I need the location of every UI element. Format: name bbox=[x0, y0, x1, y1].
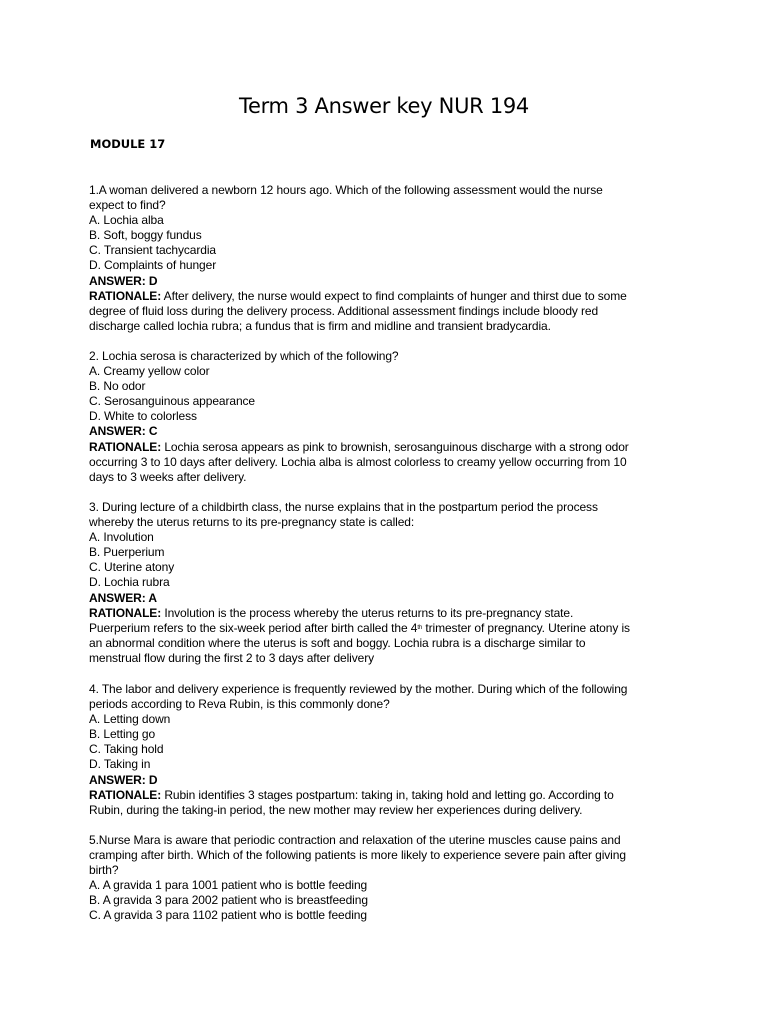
answer-option: C. Taking hold bbox=[89, 742, 164, 757]
answer-key: ANSWER: A bbox=[89, 590, 157, 605]
module-heading: MODULE 17 bbox=[90, 137, 166, 151]
question-stem-line: 5.Nurse Mara is aware that periodic contraction and relaxation of the uterine muscles cause pains and bbox=[89, 833, 621, 847]
question-stem-line: birth? bbox=[89, 863, 119, 878]
rationale-text: After delivery, the nurse would expect to find complaints of hunger and thirst due to some bbox=[161, 288, 627, 303]
answer-option: C. A gravida 3 para 1102 patient who is bottle feeding bbox=[89, 908, 367, 923]
rationale-text: Lochia serosa appears as pink to brownish, serosanguinous discharge with a strong odor bbox=[161, 439, 629, 454]
answer-option: A. Involution bbox=[89, 530, 154, 545]
rationale-line: degree of fluid loss during the delivery process. Additional assessment findings include bloody red bbox=[89, 303, 599, 318]
question-stem-line: whereby the uterus returns to its pre-pregnancy state is called: bbox=[89, 515, 415, 530]
answer-option: B. Puerperium bbox=[89, 545, 165, 560]
rationale-line bbox=[89, 788, 679, 803]
answer-key: ANSWER: D bbox=[89, 772, 158, 787]
rationale-line: an abnormal condition where the uterus is soft and boggy. Lochia rubra is a discharge similar to bbox=[89, 635, 586, 650]
answer-option: C. Serosanguinous appearance bbox=[89, 394, 255, 409]
rationale-line: Rubin, during the taking-in period, the new mother may review her experiences during delivery. bbox=[89, 802, 583, 817]
rationale-line bbox=[89, 440, 679, 455]
rationale-line: menstrual flow during the first 2 to 3 days after delivery bbox=[89, 650, 375, 665]
question-stem-line: 4. The labor and delivery experience is frequently reviewed by the mother. During which of the following bbox=[89, 682, 628, 696]
rationale-line bbox=[89, 621, 679, 636]
question-2 bbox=[89, 349, 679, 485]
rationale-text: Rubin identifies 3 stages postpartum: taking in, taking hold and letting go. According to bbox=[161, 787, 614, 802]
answer-option: A. A gravida 1 para 1001 patient who is bottle feeding bbox=[89, 878, 368, 893]
rationale-text: Puerperium refers to the six-week period after birth called the 4 bbox=[89, 620, 418, 635]
rationale-label: RATIONALE: bbox=[89, 288, 162, 303]
question-3 bbox=[89, 500, 679, 666]
answer-option: A. Lochia alba bbox=[89, 213, 164, 228]
rationale-text: trimester of pregnancy. Uterine atony is bbox=[422, 620, 630, 635]
answer-option: C. Uterine atony bbox=[89, 560, 175, 575]
answer-key: ANSWER: D bbox=[89, 273, 158, 288]
rationale-line bbox=[89, 606, 679, 621]
rationale-line bbox=[89, 289, 679, 304]
answer-option: A. Creamy yellow color bbox=[89, 364, 210, 379]
rationale-text: Involution is the process whereby the uterus returns to its pre-pregnancy state. bbox=[161, 605, 574, 620]
answer-option: B. Letting go bbox=[89, 727, 156, 742]
question-stem-line: 2. Lochia serosa is characterized by which of the following? bbox=[89, 349, 399, 363]
answer-option: A. Letting down bbox=[89, 712, 171, 727]
question-stem-line: 1.A woman delivered a newborn 12 hours ago. Which of the following assessment would the nurse bbox=[89, 183, 603, 197]
question-stem-line: 3. During lecture of a childbirth class, the nurse explains that in the postpartum period the process bbox=[89, 500, 598, 514]
answer-option: D. Taking in bbox=[89, 757, 151, 772]
question-4 bbox=[89, 682, 679, 818]
question-5 bbox=[89, 833, 679, 924]
answer-key: ANSWER: C bbox=[89, 424, 158, 439]
question-stem-line: expect to find? bbox=[89, 198, 166, 213]
rationale-line: occurring 3 to 10 days after delivery. Lochia alba is almost colorless to creamy yellow occurring from 10 bbox=[89, 454, 627, 469]
rationale-label: RATIONALE: bbox=[89, 605, 162, 620]
answer-option: D. White to colorless bbox=[89, 409, 197, 424]
ordinal-suffix: th bbox=[417, 624, 423, 631]
rationale-line: discharge called lochia rubra; a fundus that is firm and midline and transient bradycardia. bbox=[89, 318, 551, 333]
rationale-label: RATIONALE: bbox=[89, 439, 162, 454]
rationale-line: days to 3 weeks after delivery. bbox=[89, 469, 247, 484]
answer-option: B. Soft, boggy fundus bbox=[89, 228, 202, 243]
answer-option: B. A gravida 3 para 2002 patient who is breastfeeding bbox=[89, 893, 368, 908]
question-1 bbox=[89, 183, 679, 334]
answer-option: B. No odor bbox=[89, 379, 146, 394]
document-title: Term 3 Answer key NUR 194 bbox=[239, 94, 529, 118]
question-stem-line: cramping after birth. Which of the following patients is more likely to experience severe pain after giving bbox=[89, 848, 626, 863]
answer-option: C. Transient tachycardia bbox=[89, 243, 216, 258]
answer-option: D. Lochia rubra bbox=[89, 575, 170, 590]
rationale-label: RATIONALE: bbox=[89, 787, 162, 802]
question-stem-line: periods according to Reva Rubin, is this commonly done? bbox=[89, 697, 390, 712]
answer-option: D. Complaints of hunger bbox=[89, 258, 217, 273]
